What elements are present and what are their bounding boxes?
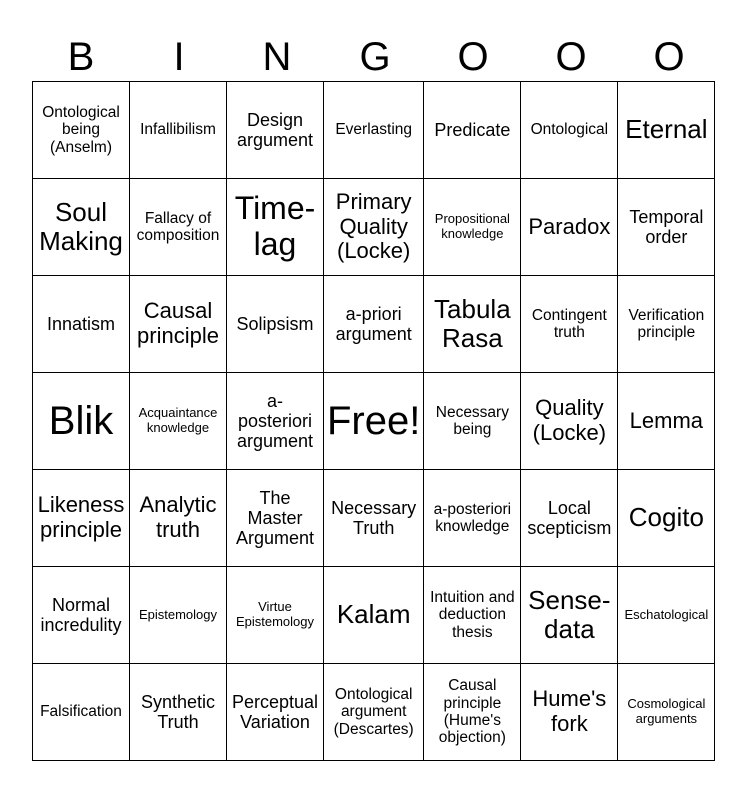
bingo-cell: Everlasting: [324, 82, 424, 179]
bingo-cell: Hume's fork: [521, 664, 618, 761]
bingo-cell: Tabula Rasa: [424, 276, 521, 373]
bingo-cell: Kalam: [324, 567, 424, 664]
bingo-cell: Causal principle (Hume's objection): [424, 664, 521, 761]
bingo-cell: a-priori argument: [324, 276, 424, 373]
bingo-cell: Lemma: [618, 373, 715, 470]
board-row: [33, 567, 715, 664]
bingo-cell: Contingent truth: [521, 276, 618, 373]
header-letter: N: [262, 35, 292, 79]
bingo-cell: Verification principle: [618, 276, 715, 373]
header-letter: G: [359, 35, 391, 79]
bingo-cell: Synthetic Truth: [130, 664, 227, 761]
bingo-header: [32, 34, 718, 80]
bingo-cell: Ontological: [521, 82, 618, 179]
board-row: [33, 179, 715, 276]
bingo-cell: Free!: [324, 373, 424, 470]
bingo-cell: Acquaintance knowledge: [130, 373, 227, 470]
header-letter: O: [653, 35, 685, 79]
header-letter: B: [67, 35, 95, 79]
bingo-cell: Quality (Locke): [521, 373, 618, 470]
board-row: [33, 664, 715, 761]
bingo-cell: Soul Making: [33, 179, 130, 276]
bingo-cell: Necessary being: [424, 373, 521, 470]
board-row: [33, 373, 715, 470]
bingo-cell: Time-lag: [227, 179, 324, 276]
bingo-cell: Paradox: [521, 179, 618, 276]
bingo-cell: Innatism: [33, 276, 130, 373]
bingo-cell: Local scepticism: [521, 470, 618, 567]
bingo-cell: Cogito: [618, 470, 715, 567]
bingo-cell: Virtue Epistemology: [227, 567, 324, 664]
bingo-cell: Sense-data: [521, 567, 618, 664]
bingo-cell: Epistemology: [130, 567, 227, 664]
bingo-cell: Design argument: [227, 82, 324, 179]
bingo-cell: Normal incredulity: [33, 567, 130, 664]
bingo-board: [32, 81, 715, 761]
bingo-cell: Falsification: [33, 664, 130, 761]
bingo-cell: a-posteriori argument: [227, 373, 324, 470]
bingo-cell: Intuition and deduction thesis: [424, 567, 521, 664]
board-row: [33, 276, 715, 373]
bingo-cell: Temporal order: [618, 179, 715, 276]
bingo-cell: Ontological argument (Descartes): [324, 664, 424, 761]
bingo-cell: Eternal: [618, 82, 715, 179]
bingo-cell: Causal principle: [130, 276, 227, 373]
bingo-cell: The Master Argument: [227, 470, 324, 567]
bingo-cell: Primary Quality (Locke): [324, 179, 424, 276]
header-letter: O: [555, 35, 587, 79]
bingo-cell: Ontological being (Anselm): [33, 82, 130, 179]
bingo-cell: Analytic truth: [130, 470, 227, 567]
bingo-cell: Predicate: [424, 82, 521, 179]
bingo-cell: Cosmological arguments: [618, 664, 715, 761]
bingo-cell: Likeness principle: [33, 470, 130, 567]
bingo-cell: Eschatological: [618, 567, 715, 664]
bingo-cell: Perceptual Variation: [227, 664, 324, 761]
header-letter: I: [173, 35, 185, 79]
bingo-cell: Propositional knowledge: [424, 179, 521, 276]
header-letter: O: [457, 35, 489, 79]
board-row: [33, 470, 715, 567]
bingo-cell: Solipsism: [227, 276, 324, 373]
bingo-cell: a-posteriori knowledge: [424, 470, 521, 567]
bingo-cell: Blik: [33, 373, 130, 470]
bingo-cell: Infallibilism: [130, 82, 227, 179]
bingo-cell: Necessary Truth: [324, 470, 424, 567]
bingo-cell: Fallacy of composition: [130, 179, 227, 276]
board-row: [33, 82, 715, 179]
